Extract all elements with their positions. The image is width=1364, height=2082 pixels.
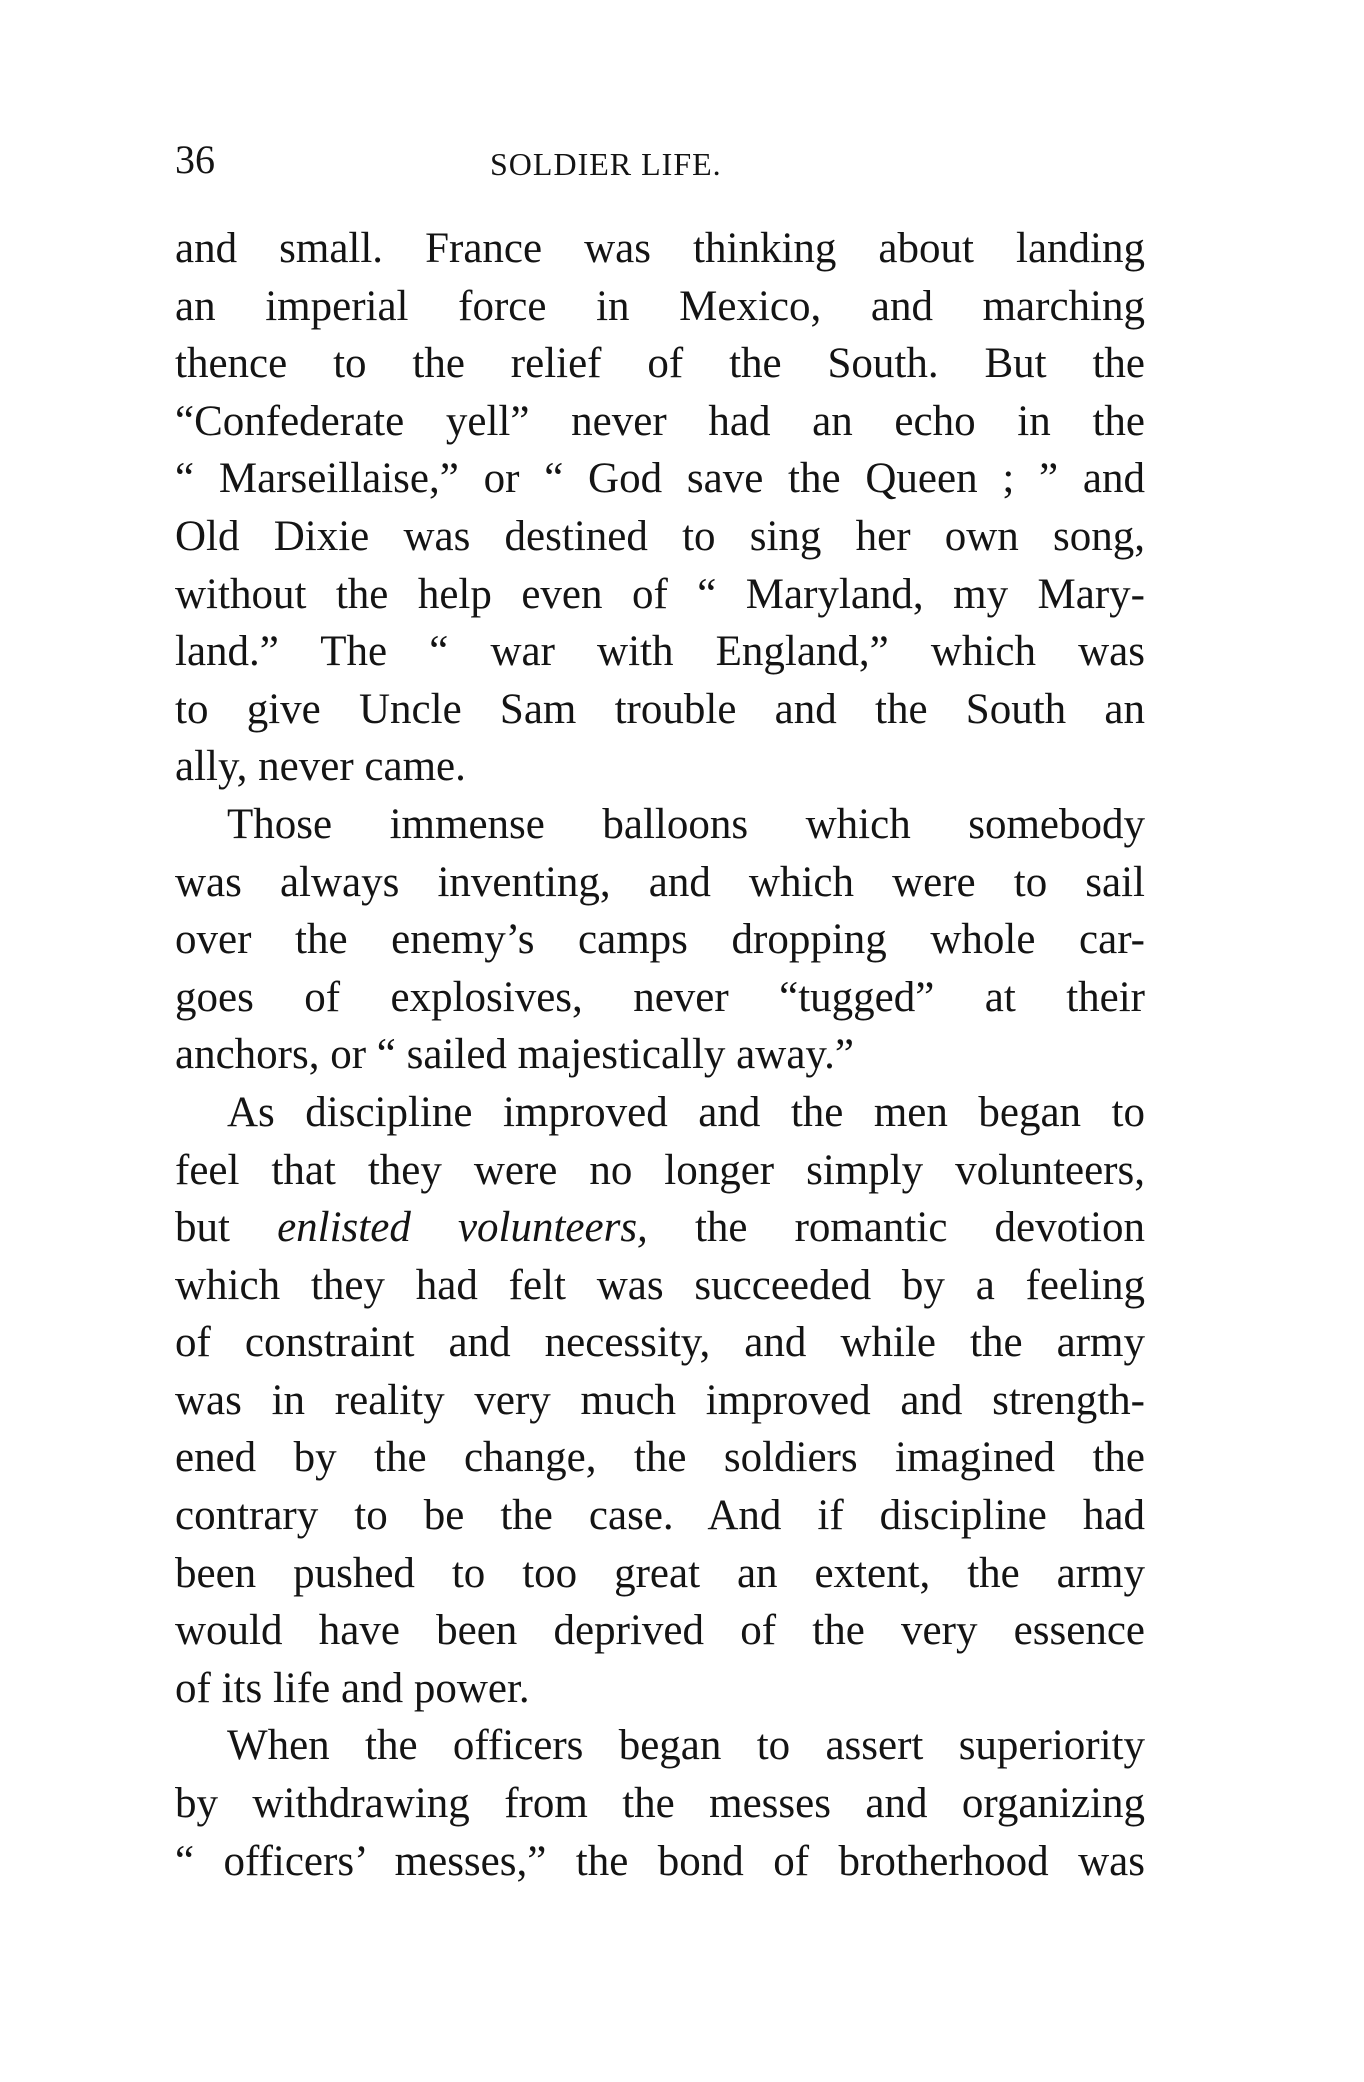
text-line: of its life and power. [175,1664,530,1712]
text-line: “Confederate yell” never had an echo in the [175,397,1145,445]
text-line: an imperial force in Mexico, and marching [175,282,1145,330]
text-line: Old Dixie was destined to sing her own song, [175,512,1145,560]
text-line: without the help even of “ Maryland, my Mary- [175,570,1145,618]
text-line: “ officers’ messes,” the bond of brotherhood was [175,1837,1145,1885]
text-line: thence to the relief of the South. But the [175,340,1145,388]
text-line: been pushed to too great an extent, the army [175,1549,1145,1597]
text-line: to give Uncle Sam trouble and the South an [175,685,1145,733]
paragraph-start-line: When the officers began to assert superiority [227,1722,1145,1770]
text-line: “ Marseillaise,” or “ God save the Queen ; ” and [175,455,1145,503]
text-line: and small. France was thinking about landing [175,225,1145,272]
line-rest: the romantic devotion [694,1204,1146,1252]
page-number: 36 [175,137,215,182]
text-line: of constraint and necessity, and while the army [175,1319,1145,1367]
text-line: which they had felt was succeeded by a feeling [175,1261,1145,1309]
line-prefix: but [175,1204,230,1252]
text-line-with-italic [175,1199,1145,1257]
text-line: ened by the change, the soldiers imagined the [175,1434,1145,1482]
text-line: goes of explosives, never “tugged” at their [175,973,1145,1021]
text-line: ally, never came. [175,743,466,791]
text-line: contrary to be the case. And if discipline had [175,1492,1145,1540]
text-line: was in reality very much improved and strength- [175,1376,1145,1424]
text-line: land.” The “ war with England,” which was [175,628,1145,676]
paragraph-start-line: As discipline improved and the men began to [227,1088,1145,1136]
running-title: SOLDIER LIFE. [490,146,722,182]
body-text [175,220,1145,1890]
text-line: anchors, or “ sailed majestically away.” [175,1031,854,1079]
text-line: feel that they were no longer simply volunteers, [175,1146,1145,1194]
paragraph-start-line: Those immense balloons which somebody [227,800,1145,848]
text-line: by withdrawing from the messes and organizing [175,1780,1145,1828]
text-line: over the enemy’s camps dropping whole car- [175,916,1145,964]
running-head [175,135,1145,185]
italic-phrase: enlisted volunteers, [277,1204,648,1252]
text-line: was always inventing, and which were to sail [175,858,1145,906]
text-line: would have been deprived of the very essence [175,1607,1145,1655]
